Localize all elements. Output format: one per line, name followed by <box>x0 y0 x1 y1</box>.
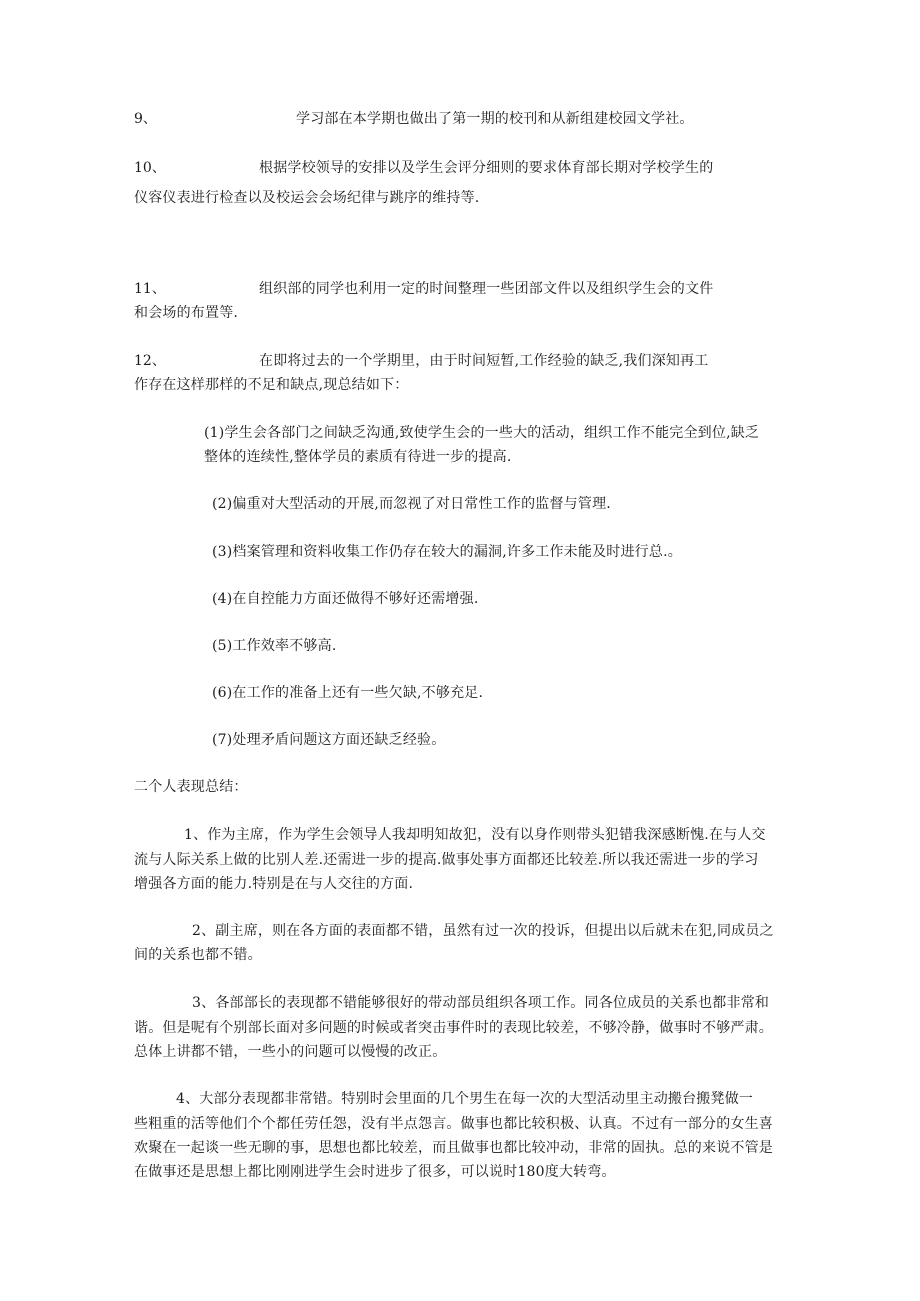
shortcoming-4: (4)在自控能力方面还做得不够好还需增强. <box>212 591 479 607</box>
paragraph-4-line-1: 4、大部分表现都非常错。特别时会里面的几个男生在每一次的大型活动里主动搬台搬凳做一 <box>176 1091 754 1107</box>
section-2-heading: 二个人表现总结： <box>134 779 248 795</box>
item-12-number: 12、 <box>134 353 166 369</box>
item-10-text-line-2: 仪容仪表进行检查以及校运会会场纪律与跳序的维持等. <box>134 190 480 206</box>
paragraph-1-line-2: 流与人际关系上做的比别人差.还需进一步的提高.做事处事方面都还比较差.所以我还需进一步的学习 <box>134 852 759 868</box>
item-9-number: 9、 <box>134 111 157 127</box>
shortcoming-6: (6)在工作的准备上还有一些欠缺,不够充足. <box>212 685 484 701</box>
item-10-number: 10、 <box>134 160 166 176</box>
paragraph-3-line-1: 3、各部部长的表现都不错能够很好的带动部员组织各项工作。同各位成员的关系也都非常和 <box>192 995 770 1011</box>
paragraph-4-line-2: 些粗重的活等他们个个都任劳任怨，没有半点怨言。做事也都比较积极、认真。不过有一部分的女生喜 <box>134 1116 773 1132</box>
paragraph-2-line-1: 2、副主席，则在各方面的表面都不错，虽然有过一次的投诉，但提出以后就未在犯,同成员之 <box>192 923 774 939</box>
shortcoming-2: (2)偏重对大型活动的开展,而忽视了对日常性工作的监督与管理. <box>212 496 611 512</box>
item-11-number: 11、 <box>134 281 166 297</box>
paragraph-1-line-3: 增强各方面的能力.特别是在与人交往的方面. <box>134 876 414 892</box>
paragraph-3-line-3: 总体上讲都不错，一些小的问题可以慢慢的改正。 <box>134 1044 447 1060</box>
paragraph-1-line-1: 1、作为主席，作为学生会领导人我却明知故犯，没有以身作则带头犯错我深感断愧.在与人交 <box>184 827 766 843</box>
paragraph-4-line-3: 欢聚在一起谈一些无聊的事，思想也都比较差，而且做事也都比较冲动，非常的固执。总的来说不管是 <box>134 1140 773 1156</box>
item-11-text-line-2: 和会场的布置等. <box>134 305 239 321</box>
paragraph-2-line-2: 间的关系也都不错。 <box>134 947 262 963</box>
item-10-text-line-1: 根据学校领导的安排以及学生会评分细则的要求体育部长期对学校学生的 <box>259 160 714 176</box>
item-12-text-line-1: 在即将过去的一个学期里，由于时间短暂,工作经验的缺乏,我们深知再工 <box>259 353 709 369</box>
shortcoming-1-line-1: (1)学生会各部门之间缺乏沟通,致使学生会的一些大的活动，组织工作不能完全到位,缺乏 <box>204 425 760 441</box>
shortcoming-7: (7)处理矛盾问题这方面还缺乏经验。 <box>212 732 446 748</box>
item-9-text: 学习部在本学期也做出了第一期的校刊和从新组建校园文学社。 <box>296 111 694 127</box>
shortcoming-1-line-2: 整体的连续性,整体学员的素质有待进一步的提高. <box>204 449 512 465</box>
shortcoming-5: (5)工作效率不够高. <box>212 638 337 654</box>
paragraph-4-line-4: 在做事还是思想上都比刚刚进学生会时进步了很多，可以说时180度大转弯。 <box>134 1164 616 1180</box>
shortcoming-3: (3)档案管理和资料收集工作仍存在较大的漏洞,许多工作未能及时进行总.。 <box>212 544 682 560</box>
item-12-text-line-2: 作存在这样那样的不足和缺点,现总结如下： <box>134 377 409 393</box>
paragraph-3-line-2: 谐。但是呢有个别部长面对多问题的时候或者突击事件时的表现比较差，不够冷静，做事时不够严肃。 <box>134 1020 773 1036</box>
item-11-text-line-1: 组织部的同学也利用一定的时间整理一些团部文件以及组织学生会的文件 <box>259 281 714 297</box>
